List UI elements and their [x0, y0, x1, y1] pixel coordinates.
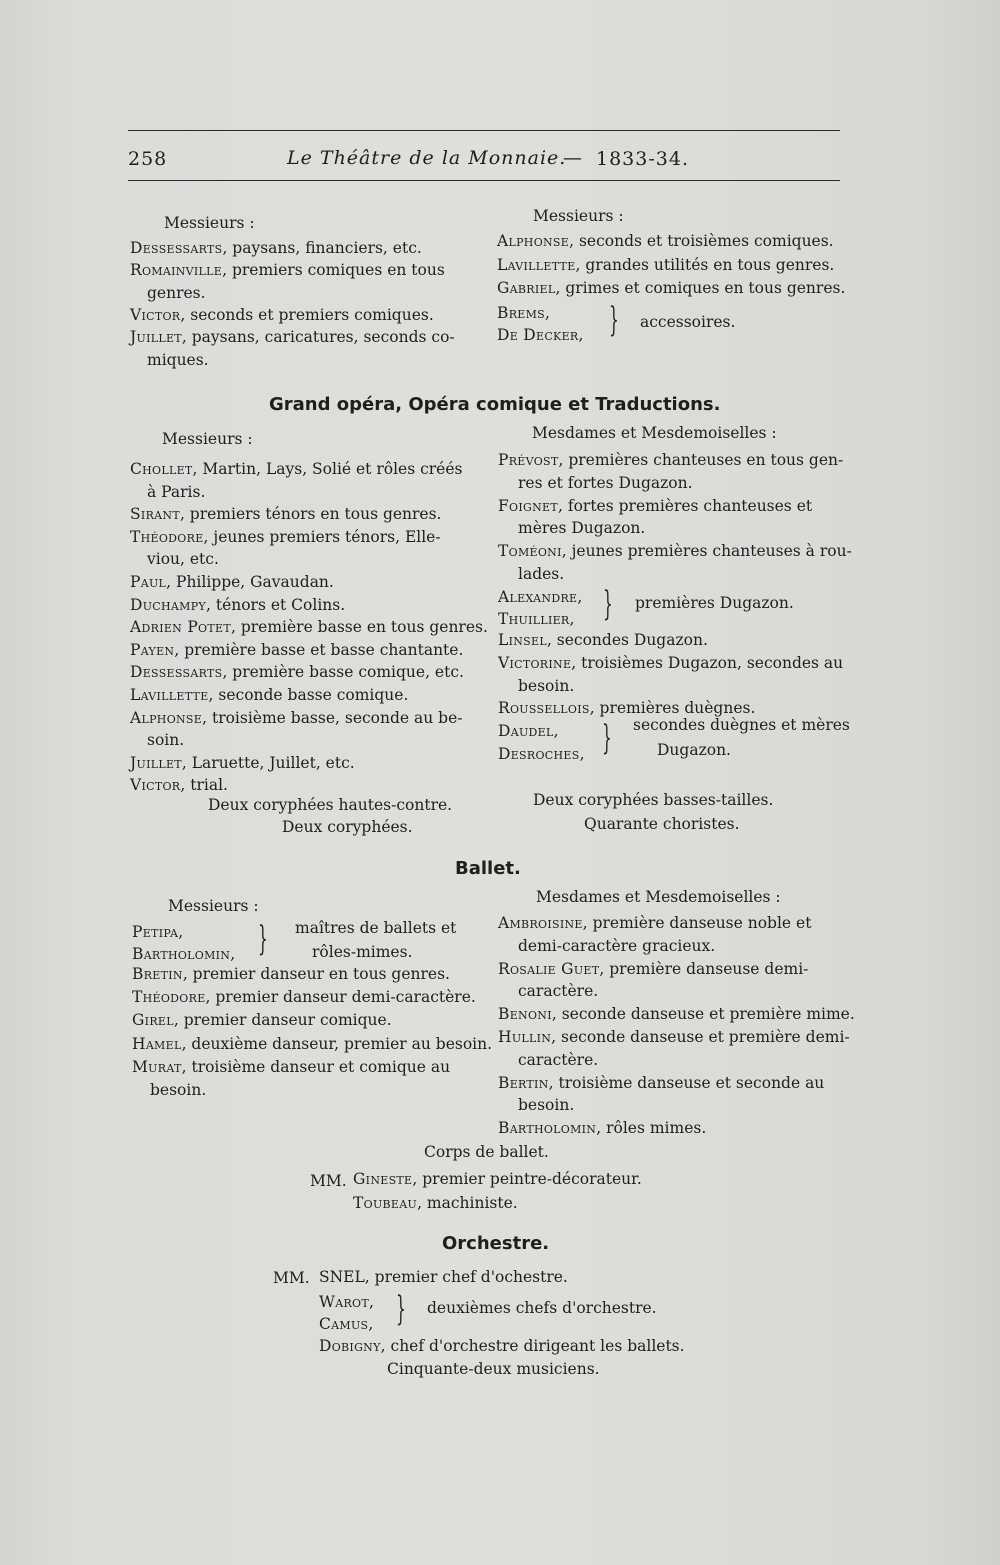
entry-line	[147, 548, 219, 570]
entry-line	[130, 661, 464, 683]
person-name: Benoni	[498, 1005, 552, 1024]
person-name: Lavillette	[497, 255, 576, 274]
person-name: Bertin	[498, 1073, 549, 1092]
role-text: , jeunes premiers ténors, Elle-	[203, 527, 441, 546]
section1-right-title: Messieurs :	[533, 207, 624, 225]
person-name: Payen	[130, 640, 175, 659]
corps-de-ballet: Corps de ballet.	[424, 1143, 549, 1161]
entry-line	[518, 472, 693, 494]
entry-line	[130, 237, 422, 259]
entry-line	[497, 230, 834, 252]
brace-symbol: }	[601, 718, 612, 758]
entry-line	[498, 449, 843, 471]
role-text: , deuxième danseur, premier au besoin.	[181, 1034, 493, 1053]
role-text: viou, etc.	[147, 550, 219, 569]
person-name: Roussellois	[498, 699, 590, 718]
role-text: , première danseuse demi-	[599, 959, 809, 978]
entry-line	[150, 1079, 206, 1101]
entry-line	[518, 675, 574, 697]
section3-right-title: Mesdames et Mesdemoiselles :	[536, 888, 781, 906]
person-name: Foignet	[498, 496, 558, 515]
coryphees-hautes-contre: Deux coryphées hautes-contre.	[208, 796, 453, 814]
entry-line	[498, 540, 852, 562]
entry-line	[130, 304, 434, 326]
entry-line	[130, 326, 455, 348]
person-name: Hamel	[132, 1034, 182, 1053]
role-text: , jeunes premières chanteuses à rou-	[561, 542, 852, 561]
group-name: Daudel,	[498, 722, 559, 740]
role-text: , premières duègnes.	[589, 699, 756, 718]
entry-line	[498, 912, 811, 934]
dobigny-line	[319, 1335, 685, 1357]
role-text: caractère.	[518, 982, 599, 1001]
musiciens: Cinquante-deux musiciens.	[387, 1360, 600, 1378]
person-name: Gabriel	[497, 279, 556, 297]
entry-line	[498, 1003, 855, 1025]
section1-left-title: Messieurs :	[164, 214, 255, 232]
role-text: à Paris.	[147, 482, 206, 501]
group-name: De Decker,	[497, 326, 584, 344]
role-text: , premiers comiques en tous	[222, 261, 445, 280]
person-name: Bretin	[132, 965, 183, 983]
entry-line	[147, 349, 209, 371]
entry-line	[130, 707, 463, 729]
role-text: genres.	[147, 283, 206, 302]
person-name: Ambroisine	[498, 914, 583, 932]
role-text: , premières chanteuses en tous gen-	[558, 451, 844, 469]
person-name: Théodore	[132, 988, 206, 1007]
entry-line	[130, 752, 355, 774]
person-name: Théodore	[130, 527, 204, 546]
entry-line	[130, 684, 408, 706]
group-role: premières Dugazon.	[635, 594, 794, 612]
person-name: Alphonse	[130, 708, 203, 727]
brace-symbol: }	[395, 1289, 406, 1329]
group-name: Desroches,	[498, 745, 585, 763]
entry-line	[518, 1049, 598, 1071]
person-name: Sirant	[130, 505, 180, 524]
person-name: Juillet	[130, 328, 182, 347]
group-role: secondes duègnes et mères	[633, 716, 850, 734]
quarante-choristes: Quarante choristes.	[584, 815, 740, 833]
person-name: Murat	[132, 1057, 182, 1076]
person-name: Bartholomin	[498, 1119, 597, 1138]
entry-line	[498, 629, 708, 651]
header-dash: —	[563, 147, 583, 169]
section3-left-title: Messieurs :	[168, 897, 259, 915]
role-text: , seconde danseuse et première mime.	[551, 1005, 855, 1024]
group-name: Thuillier,	[498, 610, 575, 628]
coryphees-basses-tailles: Deux coryphées basses-tailles.	[533, 791, 774, 809]
entry-line	[353, 1168, 642, 1190]
entry-line	[130, 639, 463, 661]
entry-line	[518, 517, 645, 539]
role-text: , premiers ténors en tous genres.	[179, 505, 442, 524]
role-text: , première basse en tous genres.	[230, 618, 488, 637]
role-text: , paysans, financiers, etc.	[222, 239, 422, 257]
brace-symbol: }	[257, 919, 268, 959]
role-text: , Martin, Lays, Solié et rôles créés	[192, 460, 463, 478]
header-bottom-rule	[128, 180, 840, 181]
role-text: , première basse et basse chantante.	[174, 640, 464, 659]
role-text: , grandes utilités en tous genres.	[575, 255, 835, 274]
role-text: besoin.	[518, 1096, 575, 1115]
person-name: Toubeau	[353, 1194, 418, 1212]
person-name: Chollet	[130, 460, 193, 478]
group-name: Bartholomin,	[132, 945, 236, 963]
mm-label: MM.	[273, 1269, 310, 1287]
person-name: Victor	[130, 776, 181, 795]
group-name: Brems,	[497, 304, 551, 322]
running-title: Le Théâtre de la Monnaie.	[287, 147, 567, 169]
role-text: , troisième danseur et comique au	[181, 1057, 451, 1076]
brace-symbol: }	[602, 584, 613, 624]
role-text: lades.	[518, 565, 565, 583]
entry-line	[130, 503, 442, 525]
role-text: , première basse comique, etc.	[222, 663, 464, 682]
role-text: mères Dugazon.	[518, 519, 646, 538]
entry-line	[130, 259, 445, 281]
group-role: deuxièmes chefs d'orchestre.	[427, 1299, 657, 1317]
person-name: Duchampy	[130, 595, 206, 614]
group-role: accessoires.	[640, 313, 736, 331]
entry-line	[130, 571, 334, 593]
entry-line	[132, 1056, 450, 1078]
section-heading-grand-opera: Grand opéra, Opéra comique et Traductions.	[269, 394, 721, 415]
person-name: Juillet	[130, 753, 182, 772]
entry-line	[132, 1009, 392, 1031]
group-role: rôles-mimes.	[312, 943, 413, 961]
role-text: , premier danseur en tous genres.	[182, 965, 450, 983]
person-name: Prévost	[498, 451, 559, 469]
group-name: Petipa,	[132, 923, 184, 941]
role-text: , seconds et premiers comiques.	[180, 305, 434, 324]
role-text: , Laruette, Juillet, etc.	[181, 753, 355, 772]
group-name: Alexandre,	[498, 588, 583, 606]
person-name: Dobigny	[319, 1337, 381, 1355]
person-name: Toméoni	[498, 542, 562, 561]
entry-line	[498, 958, 808, 980]
person-name: Rosalie Guet	[498, 959, 600, 978]
role-text: , chef d'orchestre dirigeant les ballets.	[380, 1337, 685, 1355]
entry-line	[497, 277, 845, 299]
role-text: demi-caractère gracieux.	[518, 936, 716, 955]
role-text: miques.	[147, 350, 209, 369]
header-season: 1833-34.	[596, 148, 689, 170]
role-text: , troisième danseuse et seconde au	[548, 1073, 825, 1092]
entry-line	[130, 526, 441, 548]
entry-line	[497, 254, 834, 276]
header-top-rule	[128, 130, 840, 131]
person-name: Girel	[132, 1011, 174, 1030]
role-text: besoin.	[518, 676, 575, 695]
role-text: , Philippe, Gavaudan.	[166, 573, 334, 591]
entry-line	[130, 594, 345, 616]
role-text: , fortes premières chanteuses et	[558, 496, 813, 515]
person-name: Alphonse	[497, 232, 570, 250]
role-text: , troisièmes Dugazon, secondes au	[571, 653, 844, 672]
page-number: 258	[128, 148, 168, 170]
section-heading-ballet: Ballet.	[455, 858, 521, 879]
mm-label: MM.	[310, 1172, 347, 1190]
entry-line	[498, 1117, 706, 1139]
entry-line	[132, 963, 450, 985]
role-text: , grimes et comiques en tous genres.	[555, 279, 846, 297]
role-text: , troisième basse, seconde au be-	[202, 708, 463, 727]
entry-line	[498, 1026, 850, 1048]
entry-line	[518, 1094, 574, 1116]
role-text: besoin.	[150, 1081, 207, 1099]
section-heading-orchestre: Orchestre.	[442, 1233, 550, 1254]
role-text: , premier peintre-décorateur.	[412, 1170, 642, 1188]
person-name: Hullin	[498, 1028, 552, 1046]
entry-line	[518, 563, 564, 585]
group-name: Camus,	[319, 1315, 374, 1333]
entry-line	[147, 729, 184, 751]
person-name: Dessessarts	[130, 239, 223, 257]
entry-line	[132, 986, 476, 1008]
role-text: soin.	[147, 731, 185, 750]
person-name: Paul	[130, 573, 167, 591]
entry-line	[518, 935, 715, 957]
role-text: , rôles mimes.	[596, 1119, 707, 1138]
role-text: , paysans, caricatures, seconds co-	[181, 328, 455, 347]
group-role: maîtres de ballets et	[295, 919, 457, 937]
role-text: , première danseuse noble et	[582, 914, 812, 932]
role-text: , machiniste.	[417, 1194, 518, 1212]
person-name: Lavillette	[130, 686, 209, 704]
entry-line	[498, 495, 812, 517]
coryphees: Deux coryphées.	[282, 818, 413, 836]
entry-line	[353, 1192, 518, 1214]
group-name: Warot,	[319, 1293, 375, 1311]
role-text: , seconde basse comique.	[208, 686, 409, 704]
role-text: , seconde danseuse et première demi-	[551, 1028, 850, 1046]
role-text: , trial.	[180, 776, 228, 795]
person-name: Victor	[130, 305, 181, 324]
role-text: , secondes Dugazon.	[546, 631, 708, 649]
entry-line	[147, 481, 205, 503]
role-text: , premier danseur comique.	[173, 1011, 392, 1030]
brace-symbol: }	[608, 300, 619, 340]
person-name: Dessessarts	[130, 663, 223, 682]
person-name: Gineste	[353, 1170, 413, 1188]
entry-line	[147, 282, 206, 304]
entry-line	[518, 980, 598, 1002]
role-text: res et fortes Dugazon.	[518, 473, 693, 492]
group-role: Dugazon.	[657, 741, 731, 759]
person-name: Romainville	[130, 261, 223, 280]
role-text: , seconds et troisièmes comiques.	[569, 232, 834, 250]
entry-line	[498, 652, 843, 674]
section2-right-title: Mesdames et Mesdemoiselles :	[532, 424, 777, 442]
entry-line	[132, 1033, 492, 1055]
role-text: , premier danseur demi-caractère.	[205, 988, 476, 1007]
role-text: , ténors et Colins.	[205, 595, 346, 614]
chef-orchestre: SNEL, premier chef d'ochestre.	[319, 1268, 568, 1286]
person-name: Adrien Potet	[130, 618, 231, 637]
entry-line	[130, 458, 462, 480]
role-text: caractère.	[518, 1050, 599, 1069]
entry-line	[130, 616, 488, 638]
entry-line	[498, 1072, 824, 1094]
section2-left-title: Messieurs :	[162, 430, 253, 448]
person-name: Victorine	[498, 653, 572, 672]
person-name: Linsel	[498, 631, 547, 649]
